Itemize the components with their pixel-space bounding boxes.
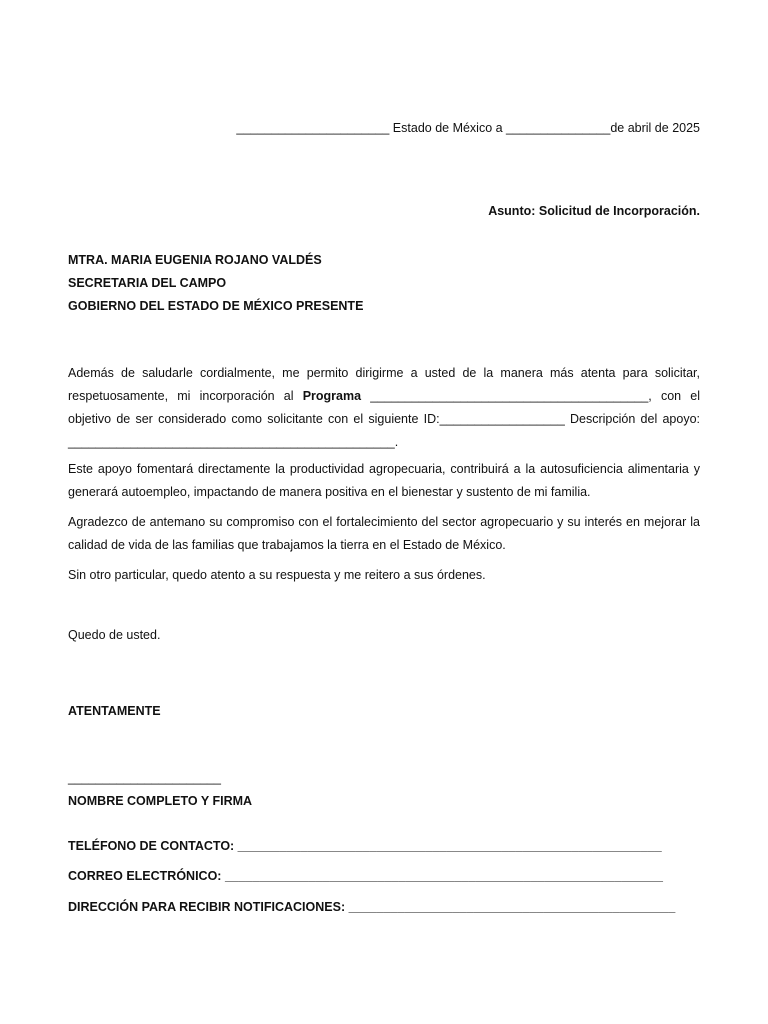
signature-label: NOMBRE COMPLETO Y FIRMA <box>68 794 253 808</box>
date-line: ______________________ Estado de México a _______________de abril de 2025 <box>236 121 700 135</box>
recipient-title: SECRETARIA DEL CAMPO <box>68 276 227 290</box>
signature-line: ______________________ <box>68 771 221 785</box>
request-text-end: ________________________________________, con el objetivo de ser considerado como solicitante con el siguiente ID:__________________ Descripción del apoyo: _______________________________________________. <box>68 389 700 449</box>
recipient-organization: GOBIERNO DEL ESTADO DE MÉXICO PRESENTE <box>68 299 364 313</box>
request-text-start: Además de saludarle cordialmente, me permito dirigirme a usted de la manera más atenta para solicitar, respetuosamente, mi incorporación al <box>68 366 700 403</box>
body-paragraph-request <box>68 362 700 454</box>
closing-text: Quedo de usted. <box>68 628 161 642</box>
program-label: Programa <box>302 389 362 403</box>
email-field: CORREO ELECTRÓNICO: _______________________________________________________________ <box>68 869 663 883</box>
body-paragraph-impact: Este apoyo fomentará directamente la productividad agropecuaria, contribuirá a la autosuficiencia alimentaria y generará autoempleo, impactando de manera positiva en el bienestar y sustento de mi familia. <box>68 462 700 499</box>
address-label: DIRECCIÓN PARA RECIBIR NOTIFICACIONES <box>68 900 341 914</box>
address-blank: : _______________________________________________ <box>340 900 676 914</box>
body-paragraph-closing: Sin otro particular, quedo atento a su respuesta y me reitero a sus órdenes. <box>68 568 486 582</box>
sign-off: ATENTAMENTE <box>68 704 161 718</box>
body-paragraph-thanks: Agradezco de antemano su compromiso con el fortalecimiento del sector agropecuario y su interés en mejorar la calidad de vida de las familias que trabajamos la tierra en el Estado de México. <box>68 515 700 552</box>
recipient-name: MTRA. MARIA EUGENIA ROJANO VALDÉS <box>68 253 322 267</box>
subject-line: Asunto: Solicitud de Incorporación. <box>488 204 700 218</box>
phone-field: TELÉFONO DE CONTACTO: _____________________________________________________________ <box>68 839 662 853</box>
address-field <box>68 900 675 914</box>
